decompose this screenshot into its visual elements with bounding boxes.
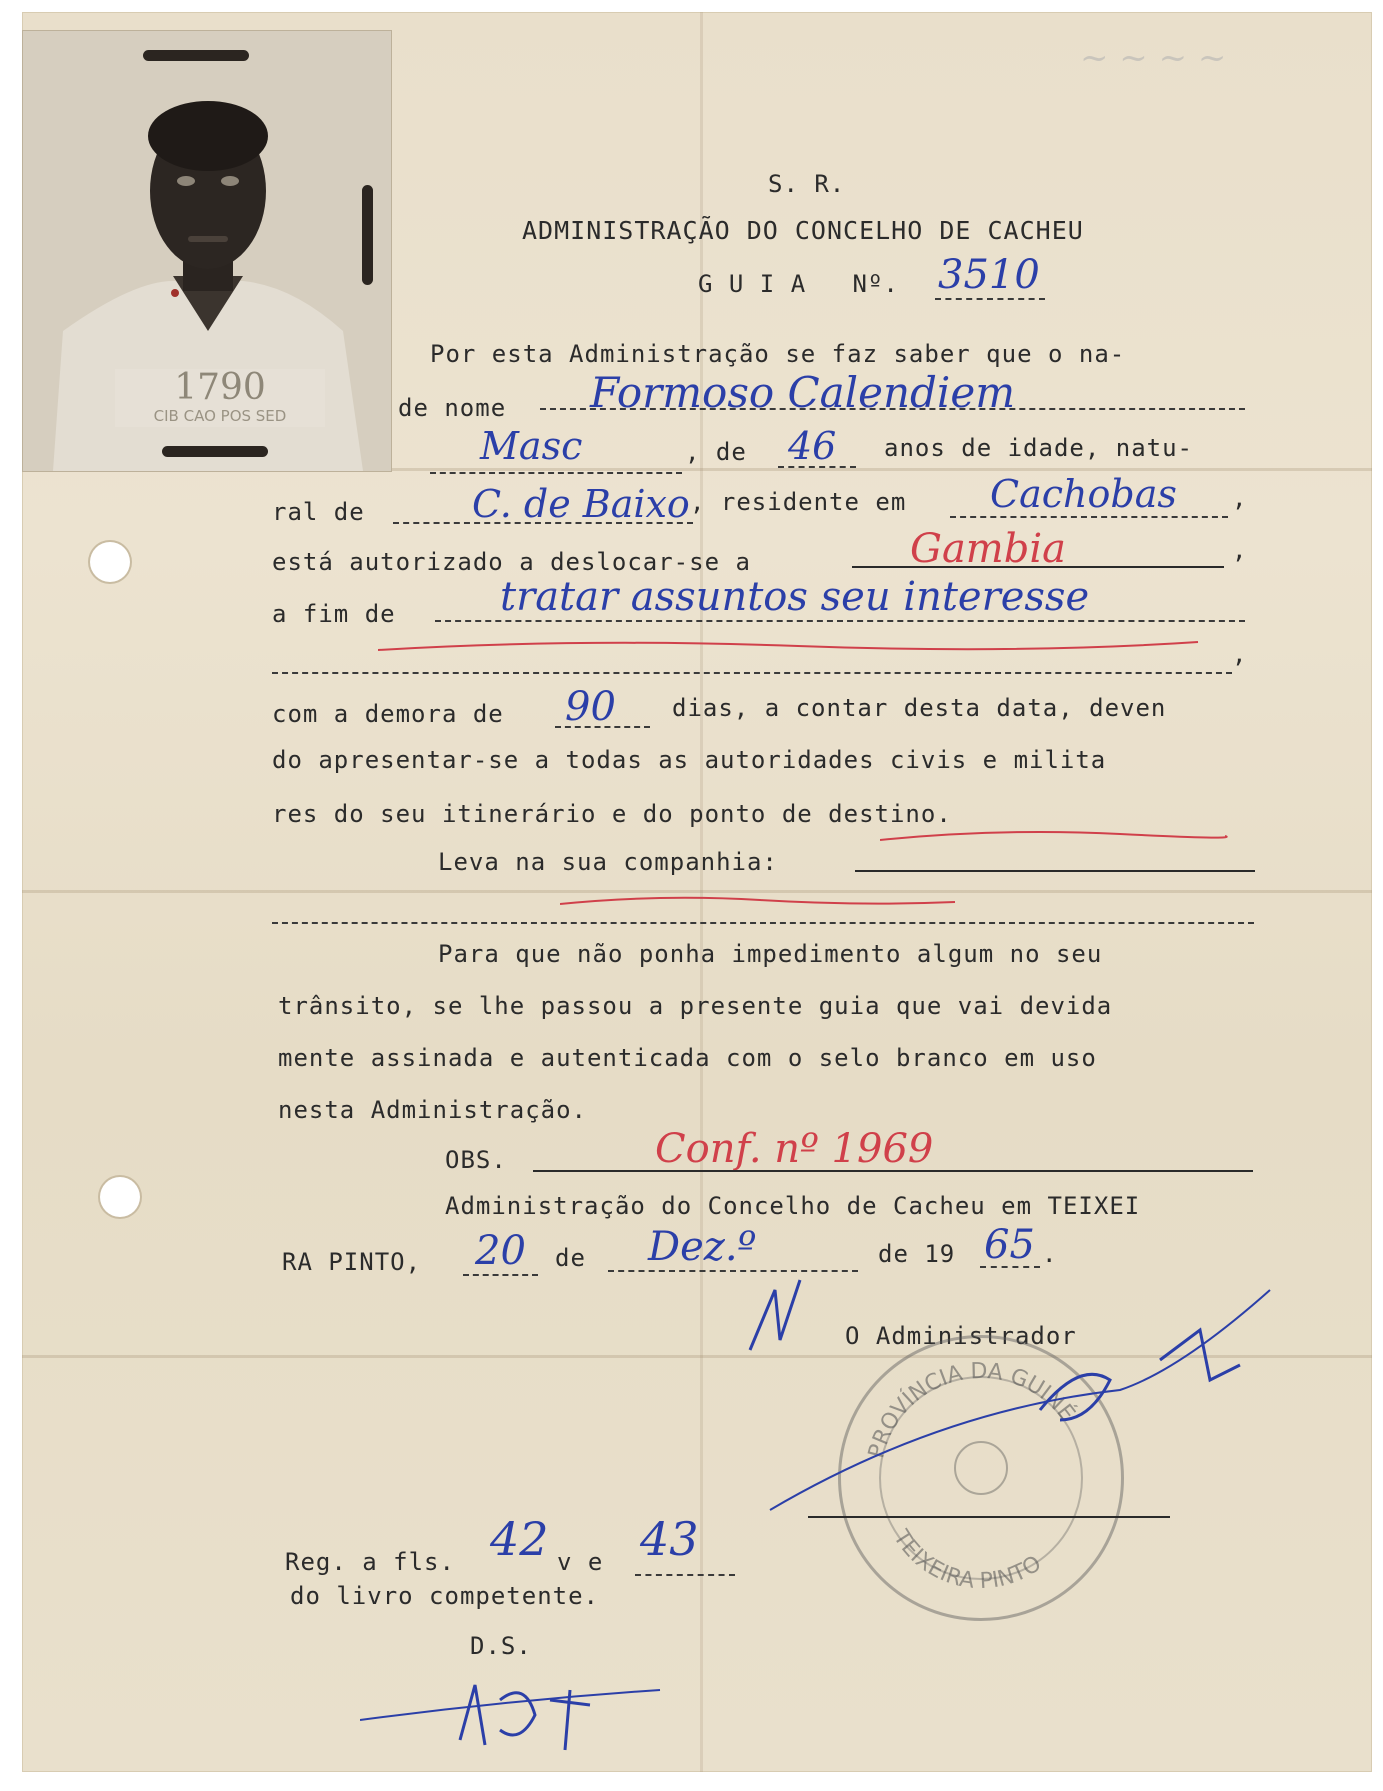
signature-line [808,1516,1170,1518]
punch-hole [100,1177,140,1217]
age-line [778,466,856,468]
body-line-1: Por esta Administração se faz saber que o na- [430,340,1126,368]
residence-line [950,516,1228,518]
reg-mid: v e [557,1548,604,1576]
reg-prefix: Reg. a fls. [285,1548,455,1576]
place-line-1: Administração do Concelho de Cacheu em TEIXEI [445,1192,1141,1220]
para-line-4: nesta Administração. [278,1096,587,1124]
header-sr: S. R. [768,170,846,198]
administrator-title: O Administrador [845,1322,1077,1350]
year-line [980,1266,1040,1268]
age-prefix: , de [685,438,747,466]
ds-label: D.S. [470,1632,532,1660]
name-prefix: de nome [398,394,507,422]
guia-number: 3510 [938,252,1040,298]
para-line-3: mente assinada e autenticada com o selo branco em uso [278,1044,1097,1072]
birthplace-value: C. de Baixo [472,482,690,526]
age-suffix: anos de idade, natu- [884,434,1193,462]
comma: , [1232,484,1248,512]
days-suffix: dias, a contar desta data, deven [672,694,1167,722]
birthplace-prefix: ral de [272,498,365,526]
stamp-top-text: PROVÍNCIA DA GUINÉ [864,1358,1080,1461]
staple [143,50,249,61]
photo-registration-tag [115,369,325,427]
punch-hole [90,542,130,582]
guia-label: G U I A Nº. [698,270,899,298]
day-value: 20 [475,1228,526,1274]
body-line-9: res do seu itinerário e do ponto de destino. [272,800,952,828]
purpose-line-2 [272,672,1232,674]
date-de-2: de 19 [878,1240,956,1268]
header-administration: ADMINISTRAÇÃO DO CONCELHO DE CACHEU [522,216,1084,245]
purpose-value: tratar assuntos seu interesse [500,574,1090,620]
days-line [555,726,650,728]
sex-value: Masc [480,424,583,468]
red-mark [560,890,960,920]
residence-prefix: , residente em [690,488,907,516]
residence-value: Cachobas [990,472,1177,516]
obs-value: Conf. nº 1969 [655,1126,934,1172]
obs-label: OBS. [445,1146,507,1174]
comma: , [1232,536,1248,564]
days-prefix: com a demora de [272,700,504,728]
book-line: do livro competente. [290,1582,599,1610]
days-value: 90 [565,684,616,730]
name-value: Formoso Calendiem [590,368,1016,417]
birthplace-line [393,522,693,524]
destination-line [852,566,1224,568]
destination-prefix: está autorizado a deslocar-se a [272,548,751,576]
staple [162,446,268,457]
sex-line [430,472,682,474]
destination-value: Gambia [910,526,1066,572]
month-value: Dez.º [648,1224,757,1270]
name-line [540,408,1245,410]
companion-line [855,870,1255,872]
purpose-prefix: a fim de [272,600,396,628]
id-photo [22,30,392,472]
para-line-1: Para que não ponha impedimento algum no seu [438,940,1103,968]
purpose-line [435,620,1245,622]
body-line-8: do apresentar-se a todas as autoridades civis e milita [272,746,1107,774]
ds-signature [360,1660,680,1760]
comma: , [1232,640,1248,668]
obs-line [533,1170,1253,1172]
companion-line-2 [272,922,1254,924]
bleed-through-writing: ~ ~ ~ ~ [1080,38,1227,78]
fls-line [635,1574,735,1576]
day-line [463,1274,538,1276]
stamp-bottom-text: TEIXEIRA PINTO [888,1526,1047,1595]
date-de-1: de [555,1244,586,1272]
fls-1: 42 [490,1512,549,1566]
guia-number-line [935,298,1045,300]
date-period: . [1042,1240,1058,1268]
administrator-signature [740,1270,1300,1520]
companion-label: Leva na sua companhia: [438,848,778,876]
year-value: 65 [984,1222,1035,1268]
age-value: 46 [788,424,837,468]
fls-2: 43 [640,1512,699,1566]
red-mark [880,822,1230,852]
photo-number: 1790 [174,367,266,408]
red-underline [378,632,1208,662]
photo-subtext: CIB CAO POS SED [153,407,287,425]
para-line-2: trânsito, se lhe passou a presente guia que vai devida [278,992,1113,1020]
staple [362,185,373,285]
place-line-2-prefix: RA PINTO, [282,1248,422,1276]
